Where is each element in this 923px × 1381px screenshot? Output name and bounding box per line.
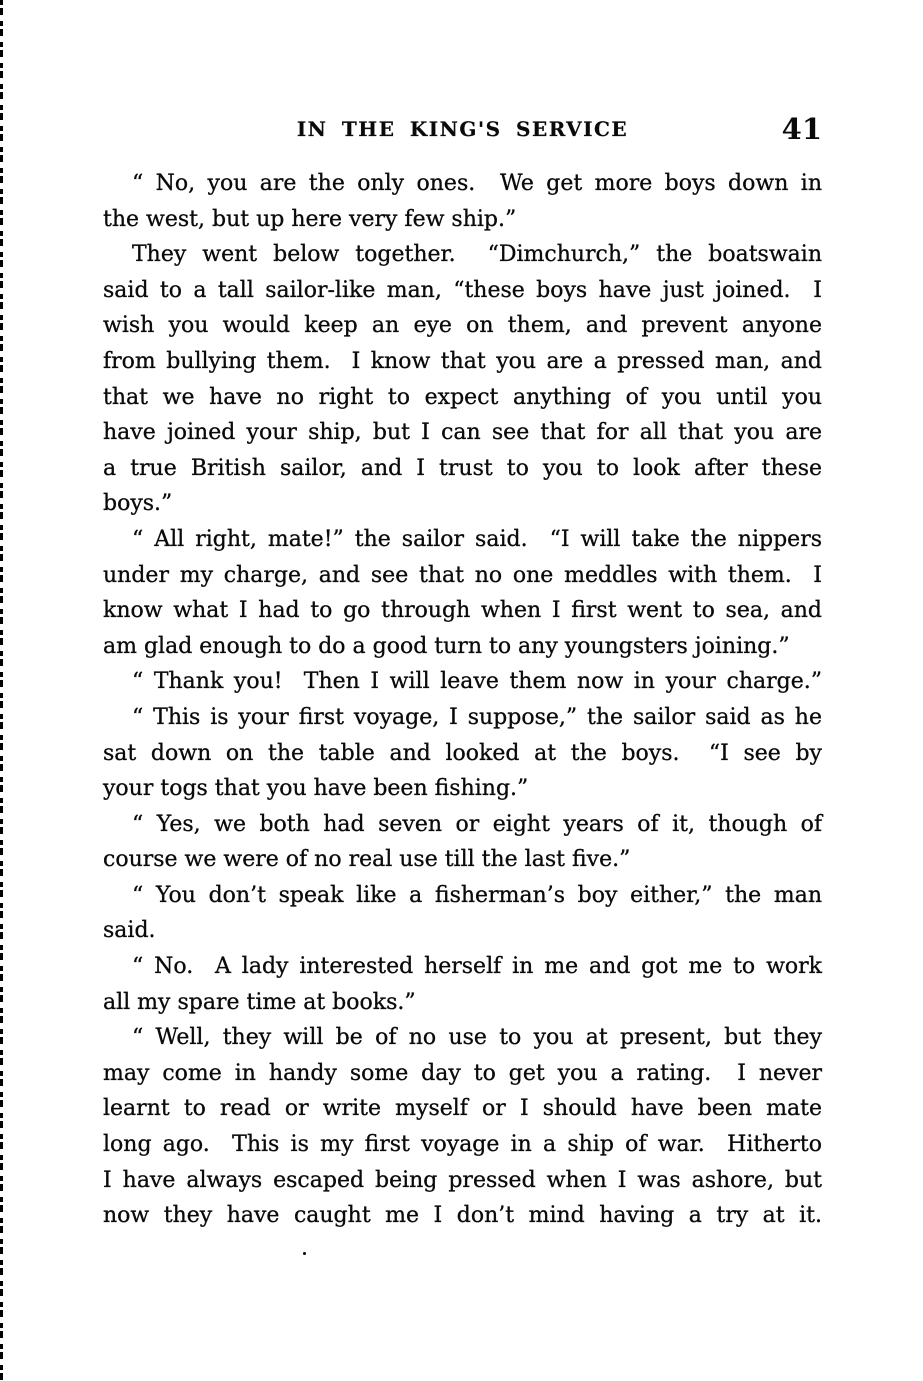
text-line: have joined your ship, but I can see that for all that you are [103, 420, 822, 446]
page-title: IN THE KING'S SERVICE [296, 117, 629, 141]
text-line: know what I had to go through when I first went to sea, and [103, 598, 822, 624]
text-line: They went below together. “Dimchurch,” the boatswain [132, 242, 822, 268]
page-number: 41 [781, 112, 822, 146]
text-line: am glad enough to do a good turn to any youngsters joining.” [103, 633, 790, 659]
text-body [103, 166, 822, 1234]
text-line: “ Thank you! Then I will leave them now in your charge.” [132, 669, 822, 695]
text-line: a true British sailor, and I trust to you to look after these [103, 455, 822, 481]
text-line: “ No. A lady interested herself in me and got me to work [132, 954, 822, 980]
text-line: under my charge, and see that no one meddles with them. I [103, 562, 822, 588]
text-line: course we were of no real use till the last five.” [103, 847, 631, 873]
ink-speck [303, 1252, 306, 1255]
text-line: long ago. This is my first voyage in a ship of war. Hitherto [103, 1132, 822, 1158]
text-line: “ All right, mate!” the sailor said. “I will take the nippers [132, 526, 822, 552]
text-line: your togs that you have been fishing.” [103, 776, 529, 802]
text-line: “ Yes, we both had seven or eight years of it, though of [132, 811, 822, 837]
text-line: said to a tall sailor-like man, “these boys have just joined. I [103, 277, 822, 303]
text-line: that we have no right to expect anything of you until you [103, 384, 822, 410]
text-line: said. [103, 918, 156, 944]
text-line: all my spare time at books.” [103, 989, 416, 1015]
text-line: “ No, you are the only ones. We get more boys down in [132, 171, 822, 196]
text-line: learnt to read or write myself or I should have been mate [103, 1096, 822, 1122]
scan-edge-artifact [0, 0, 3, 1381]
text-line: I have always escaped being pressed when I was ashore, but [103, 1167, 822, 1193]
text-line: “ This is your first voyage, I suppose,” the sailor said as he [132, 704, 822, 730]
running-head [103, 0, 822, 160]
text-line: wish you would keep an eye on them, and prevent anyone [103, 313, 822, 339]
text-line: sat down on the table and looked at the boys. “I see by [103, 740, 822, 766]
text-line: from bullying them. I know that you are a pressed man, and [103, 348, 822, 374]
text-line: “ You don’t speak like a fisherman’s boy either,” the man [132, 882, 822, 908]
text-line: boys.” [103, 491, 173, 517]
text-line: the west, but up here very few ship.” [103, 206, 517, 232]
text-line: “ Well, they will be of no use to you at present, but they [132, 1025, 822, 1051]
text-line: may come in handy some day to get you a rating. I never [103, 1060, 822, 1086]
text-line: now they have caught me I don’t mind having a try at it. [103, 1203, 822, 1229]
